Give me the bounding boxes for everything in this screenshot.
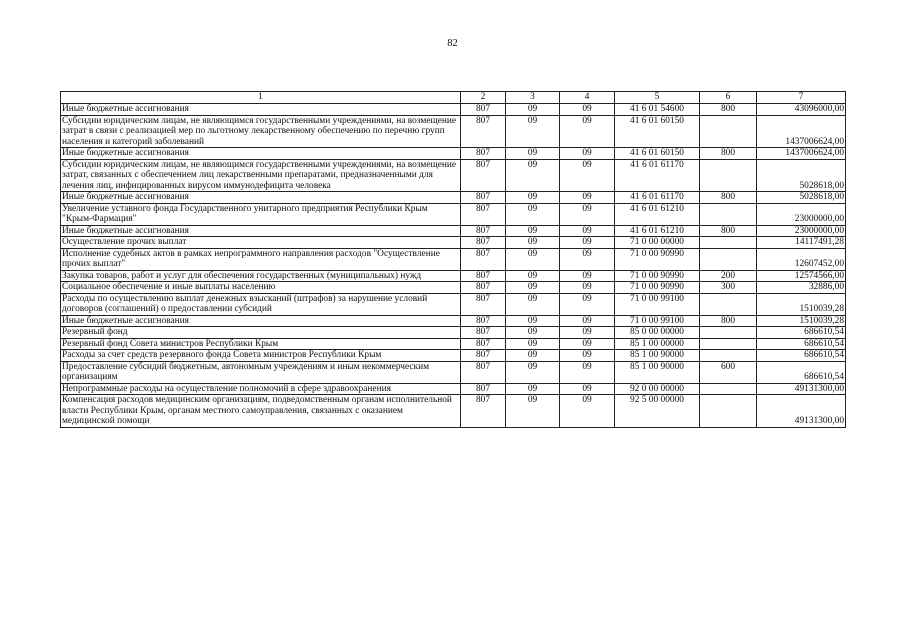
row-type-cell xyxy=(700,203,757,225)
table-row xyxy=(61,282,846,294)
row-type-cell xyxy=(700,383,757,395)
header-cell: 7 xyxy=(757,92,846,104)
row-amount-cell: 32886,00 xyxy=(757,282,846,294)
row-code-cell: 807 xyxy=(461,192,506,204)
row-type-cell xyxy=(700,293,757,315)
row-section-cell: 09 xyxy=(506,293,560,315)
row-target-cell: 41 6 01 60150 xyxy=(615,148,700,160)
row-type-cell xyxy=(700,159,757,192)
row-target-cell: 41 6 01 60150 xyxy=(615,115,700,148)
row-target-cell: 71 0 00 90990 xyxy=(615,270,700,282)
row-type-cell xyxy=(700,338,757,350)
row-target-cell: 71 0 00 00000 xyxy=(615,237,700,249)
header-cell: 6 xyxy=(700,92,757,104)
row-code-cell: 807 xyxy=(461,383,506,395)
row-target-cell: 71 0 00 90990 xyxy=(615,282,700,294)
row-name-cell: Осуществление прочих выплат xyxy=(61,237,461,249)
row-section-cell: 09 xyxy=(506,104,560,116)
row-code-cell: 807 xyxy=(461,315,506,327)
row-target-cell: 92 0 00 00000 xyxy=(615,383,700,395)
row-name-cell: Предоставление субсидий бюджетным, автономным учреждениям и иным некоммерческим организациям xyxy=(61,361,461,383)
row-code-cell: 807 xyxy=(461,327,506,339)
row-target-cell: 41 6 01 61170 xyxy=(615,159,700,192)
row-code-cell: 807 xyxy=(461,104,506,116)
row-type-cell: 800 xyxy=(700,315,757,327)
row-code-cell: 807 xyxy=(461,361,506,383)
table-row xyxy=(61,315,846,327)
row-subsection-cell: 09 xyxy=(560,225,615,237)
row-code-cell: 807 xyxy=(461,282,506,294)
row-type-cell xyxy=(700,395,757,428)
row-amount-cell: 23000000,00 xyxy=(757,225,846,237)
row-section-cell: 09 xyxy=(506,192,560,204)
header-cell: 5 xyxy=(615,92,700,104)
row-amount-cell: 1437006624,00 xyxy=(757,148,846,160)
row-section-cell: 09 xyxy=(506,237,560,249)
row-target-cell: 71 0 00 99100 xyxy=(615,293,700,315)
row-type-cell xyxy=(700,327,757,339)
budget-table-body xyxy=(61,92,846,428)
row-name-cell: Резервный фонд Совета министров Республики Крым xyxy=(61,338,461,350)
row-subsection-cell: 09 xyxy=(560,192,615,204)
row-type-cell: 300 xyxy=(700,282,757,294)
row-code-cell: 807 xyxy=(461,203,506,225)
row-code-cell: 807 xyxy=(461,225,506,237)
row-subsection-cell: 09 xyxy=(560,237,615,249)
row-section-cell: 09 xyxy=(506,203,560,225)
row-section-cell: 09 xyxy=(506,350,560,362)
header-cell: 3 xyxy=(506,92,560,104)
table-row xyxy=(61,115,846,148)
row-amount-cell: 5028618,00 xyxy=(757,192,846,204)
row-subsection-cell: 09 xyxy=(560,282,615,294)
page-number: 82 xyxy=(447,38,458,49)
row-section-cell: 09 xyxy=(506,383,560,395)
header-cell: 2 xyxy=(461,92,506,104)
table-row xyxy=(61,248,846,270)
table-row xyxy=(61,104,846,116)
row-name-cell: Иные бюджетные ассигнования xyxy=(61,148,461,160)
row-subsection-cell: 09 xyxy=(560,159,615,192)
row-subsection-cell: 09 xyxy=(560,293,615,315)
row-amount-cell: 1437006624,00 xyxy=(757,115,846,148)
row-amount-cell: 12607452,00 xyxy=(757,248,846,270)
row-subsection-cell: 09 xyxy=(560,270,615,282)
row-type-cell xyxy=(700,115,757,148)
row-amount-cell: 1510039,28 xyxy=(757,293,846,315)
table-row xyxy=(61,270,846,282)
row-code-cell: 807 xyxy=(461,248,506,270)
row-amount-cell: 49131300,00 xyxy=(757,395,846,428)
row-code-cell: 807 xyxy=(461,350,506,362)
row-code-cell: 807 xyxy=(461,115,506,148)
row-target-cell: 41 6 01 61210 xyxy=(615,203,700,225)
row-amount-cell: 686610,54 xyxy=(757,361,846,383)
table-row xyxy=(61,148,846,160)
table-header-row xyxy=(61,92,846,104)
row-target-cell: 85 1 00 90000 xyxy=(615,350,700,362)
row-code-cell: 807 xyxy=(461,270,506,282)
row-name-cell: Исполнение судебных актов в рамках непрограммного направления расходов "Осуществление прочих выплат" xyxy=(61,248,461,270)
row-type-cell: 800 xyxy=(700,225,757,237)
budget-table xyxy=(60,91,846,428)
table-row xyxy=(61,350,846,362)
row-target-cell: 92 5 00 00000 xyxy=(615,395,700,428)
row-code-cell: 807 xyxy=(461,148,506,160)
row-target-cell: 41 6 01 61170 xyxy=(615,192,700,204)
row-name-cell: Расходы по осуществлению выплат денежных взысканий (штрафов) за нарушение условий договоров (соглашений) о предоставлении субсидий xyxy=(61,293,461,315)
row-target-cell: 71 0 00 90990 xyxy=(615,248,700,270)
row-subsection-cell: 09 xyxy=(560,338,615,350)
row-target-cell: 85 1 00 00000 xyxy=(615,338,700,350)
table-row xyxy=(61,203,846,225)
row-type-cell xyxy=(700,248,757,270)
header-cell: 4 xyxy=(560,92,615,104)
row-name-cell: Иные бюджетные ассигнования xyxy=(61,192,461,204)
row-section-cell: 09 xyxy=(506,282,560,294)
row-subsection-cell: 09 xyxy=(560,350,615,362)
row-section-cell: 09 xyxy=(506,159,560,192)
row-amount-cell: 686610,54 xyxy=(757,327,846,339)
row-type-cell: 200 xyxy=(700,270,757,282)
row-name-cell: Увеличение уставного фонда Государственного унитарного предприятия Республики Крым "Крым-Фармация" xyxy=(61,203,461,225)
row-target-cell: 85 0 00 00000 xyxy=(615,327,700,339)
row-amount-cell: 1510039,28 xyxy=(757,315,846,327)
row-amount-cell: 5028618,00 xyxy=(757,159,846,192)
row-amount-cell: 14117491,28 xyxy=(757,237,846,249)
table-row xyxy=(61,383,846,395)
row-section-cell: 09 xyxy=(506,270,560,282)
table-row xyxy=(61,192,846,204)
row-section-cell: 09 xyxy=(506,315,560,327)
row-type-cell xyxy=(700,237,757,249)
row-amount-cell: 23000000,00 xyxy=(757,203,846,225)
row-section-cell: 09 xyxy=(506,115,560,148)
row-subsection-cell: 09 xyxy=(560,148,615,160)
row-type-cell xyxy=(700,350,757,362)
row-name-cell: Иные бюджетные ассигнования xyxy=(61,225,461,237)
row-name-cell: Резервный фонд xyxy=(61,327,461,339)
row-subsection-cell: 09 xyxy=(560,115,615,148)
row-section-cell: 09 xyxy=(506,338,560,350)
row-subsection-cell: 09 xyxy=(560,203,615,225)
row-section-cell: 09 xyxy=(506,327,560,339)
row-amount-cell: 43096000,00 xyxy=(757,104,846,116)
table-row xyxy=(61,225,846,237)
table-row xyxy=(61,293,846,315)
header-cell: 1 xyxy=(61,92,461,104)
row-amount-cell: 686610,54 xyxy=(757,338,846,350)
row-section-cell: 09 xyxy=(506,395,560,428)
row-code-cell: 807 xyxy=(461,293,506,315)
row-code-cell: 807 xyxy=(461,237,506,249)
row-amount-cell: 12574566,00 xyxy=(757,270,846,282)
table-row xyxy=(61,327,846,339)
row-subsection-cell: 09 xyxy=(560,395,615,428)
table-row xyxy=(61,338,846,350)
row-type-cell: 800 xyxy=(700,148,757,160)
row-target-cell: 71 0 00 99100 xyxy=(615,315,700,327)
table-row xyxy=(61,395,846,428)
row-name-cell: Субсидии юридическим лицам, не являющимся государственными учреждениями, на возмещение затрат в связи с реализацией мер по льготному лекарственному обеспечению по перечню групп населения и категорий заболеваний xyxy=(61,115,461,148)
table-row xyxy=(61,159,846,192)
row-name-cell: Субсидии юридическим лицам, не являющимся государственными учреждениями, на возмещение затрат, связанных с обеспечением лиц лекарственными препаратами, предназначенными для лечения лиц, инфицированных вирусом иммунодефицита человека xyxy=(61,159,461,192)
row-section-cell: 09 xyxy=(506,361,560,383)
row-name-cell: Компенсация расходов медицинским организациям, подведомственным органам исполнительной власти Республики Крым, органам местного самоуправления, связанных с оказанием медицинской помощи xyxy=(61,395,461,428)
row-target-cell: 41 6 01 61210 xyxy=(615,225,700,237)
row-code-cell: 807 xyxy=(461,159,506,192)
row-section-cell: 09 xyxy=(506,225,560,237)
row-code-cell: 807 xyxy=(461,338,506,350)
row-type-cell: 800 xyxy=(700,192,757,204)
row-name-cell: Иные бюджетные ассигнования xyxy=(61,315,461,327)
row-subsection-cell: 09 xyxy=(560,383,615,395)
row-subsection-cell: 09 xyxy=(560,315,615,327)
row-subsection-cell: 09 xyxy=(560,104,615,116)
row-target-cell: 41 6 01 54600 xyxy=(615,104,700,116)
row-subsection-cell: 09 xyxy=(560,361,615,383)
row-amount-cell: 686610,54 xyxy=(757,350,846,362)
row-section-cell: 09 xyxy=(506,248,560,270)
table-row xyxy=(61,237,846,249)
row-type-cell: 800 xyxy=(700,104,757,116)
row-name-cell: Непрограммные расходы на осуществление полномочий в сфере здравоохранения xyxy=(61,383,461,395)
row-name-cell: Иные бюджетные ассигнования xyxy=(61,104,461,116)
row-target-cell: 85 1 00 90000 xyxy=(615,361,700,383)
row-name-cell: Расходы за счет средств резервного фонда Совета министров Республики Крым xyxy=(61,350,461,362)
row-amount-cell: 49131300,00 xyxy=(757,383,846,395)
row-section-cell: 09 xyxy=(506,148,560,160)
row-subsection-cell: 09 xyxy=(560,248,615,270)
row-name-cell: Социальное обеспечение и иные выплаты населению xyxy=(61,282,461,294)
row-name-cell: Закупка товаров, работ и услуг для обеспечения государственных (муниципальных) нужд xyxy=(61,270,461,282)
row-type-cell: 600 xyxy=(700,361,757,383)
table-row xyxy=(61,361,846,383)
row-code-cell: 807 xyxy=(461,395,506,428)
row-subsection-cell: 09 xyxy=(560,327,615,339)
